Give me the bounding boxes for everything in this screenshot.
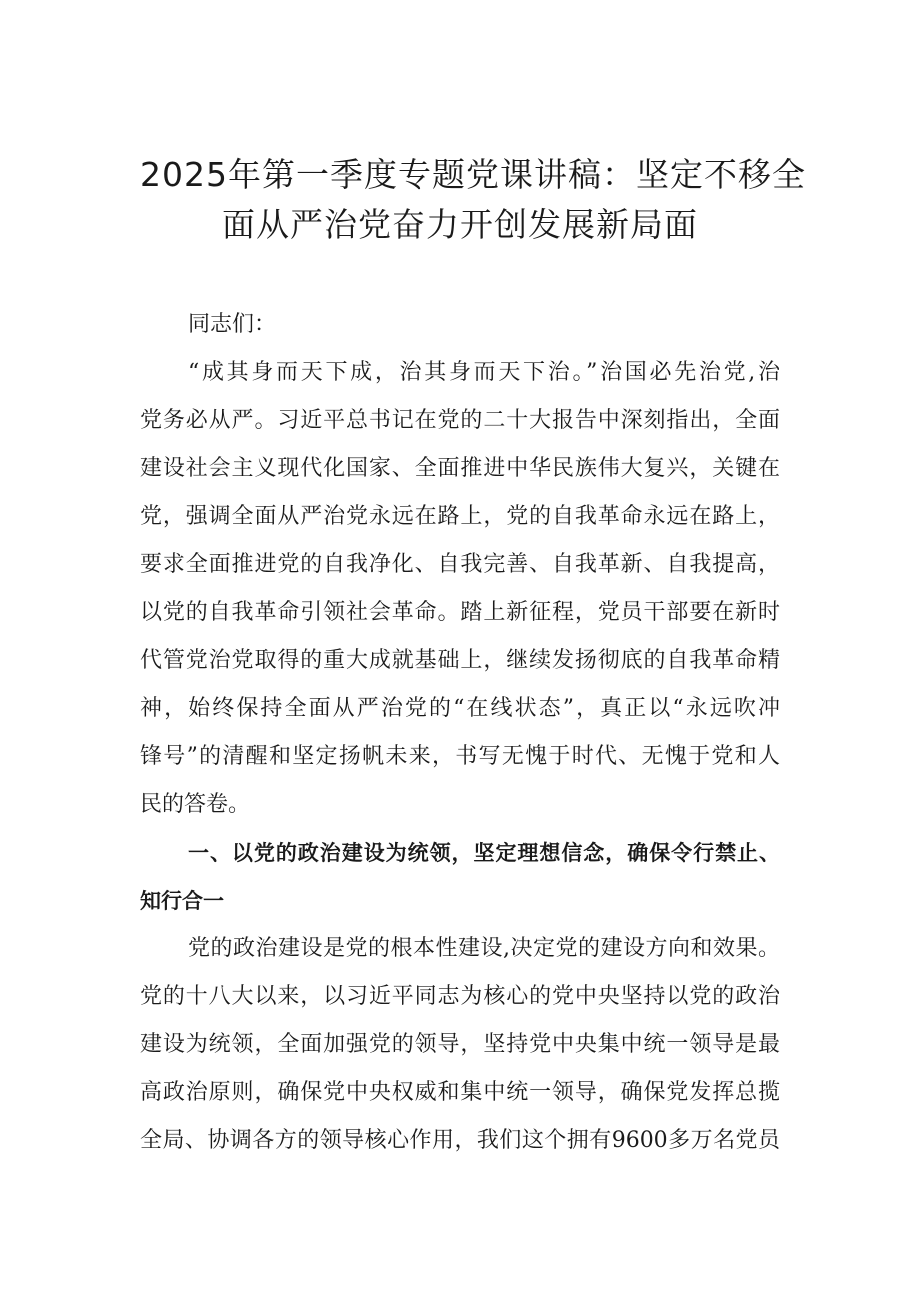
document-title [140,150,806,250]
heading-line: 一、以党的政治建设为统领，坚定理想信念，确保令行禁止、 [188,841,780,865]
heading-line: 知行合一 [140,889,224,913]
paragraph-political-construction [140,925,780,1165]
text-line: 要求全面推进党的自我净化、自我完善、自我革新、自我提高， [140,552,780,577]
section-heading-1 [140,829,780,925]
title-line: 2025年第一季度专题党课讲稿：坚定不移全 [140,155,806,194]
salutation: 同志们： [188,312,277,337]
text-line: 党，强调全面从严治党永远在路上，党的自我革命永远在路上， [140,504,780,529]
text-line: 建设为统领，全面加强党的领导，坚持党中央集中统一领导是最 [140,1032,780,1057]
text-line: “成其身而天下成，治其身而天下治。”治国必先治党,治 [188,360,780,385]
text-line: 锋号”的清醒和坚定扬帆未来，书写无愧于时代、无愧于党和人 [140,744,780,769]
paragraph-intro [140,349,780,829]
text-line: 建设社会主义现代化国家、全面推进中华民族伟大复兴，关键在 [140,456,780,481]
text-line: 党的十八大以来，以习近平同志为核心的党中央坚持以党的政治 [140,984,780,1009]
text-line: 全局、协调各方的领导核心作用，我们这个拥有9600多万名党员 [140,1128,780,1153]
text-line: 高政治原则，确保党中央权威和集中统一领导，确保党发挥总揽 [140,1080,780,1105]
text-line: 党的政治建设是党的根本性建设,决定党的建设方向和效果。 [188,936,780,961]
title-line: 面从严治党奋力开创发展新局面 [222,205,698,244]
text-line: 神，始终保持全面从严治党的“在线状态”，真正以“永远吹冲 [140,696,780,721]
text-line: 以党的自我革命引领社会革命。踏上新征程，党员干部要在新时 [140,600,780,625]
text-line: 民的答卷。 [140,792,251,817]
text-line: 代管党治党取得的重大成就基础上，继续发扬彻底的自我革命精 [140,648,780,673]
text-line: 党务必从严。习近平总书记在党的二十大报告中深刻指出，全面 [140,408,780,433]
